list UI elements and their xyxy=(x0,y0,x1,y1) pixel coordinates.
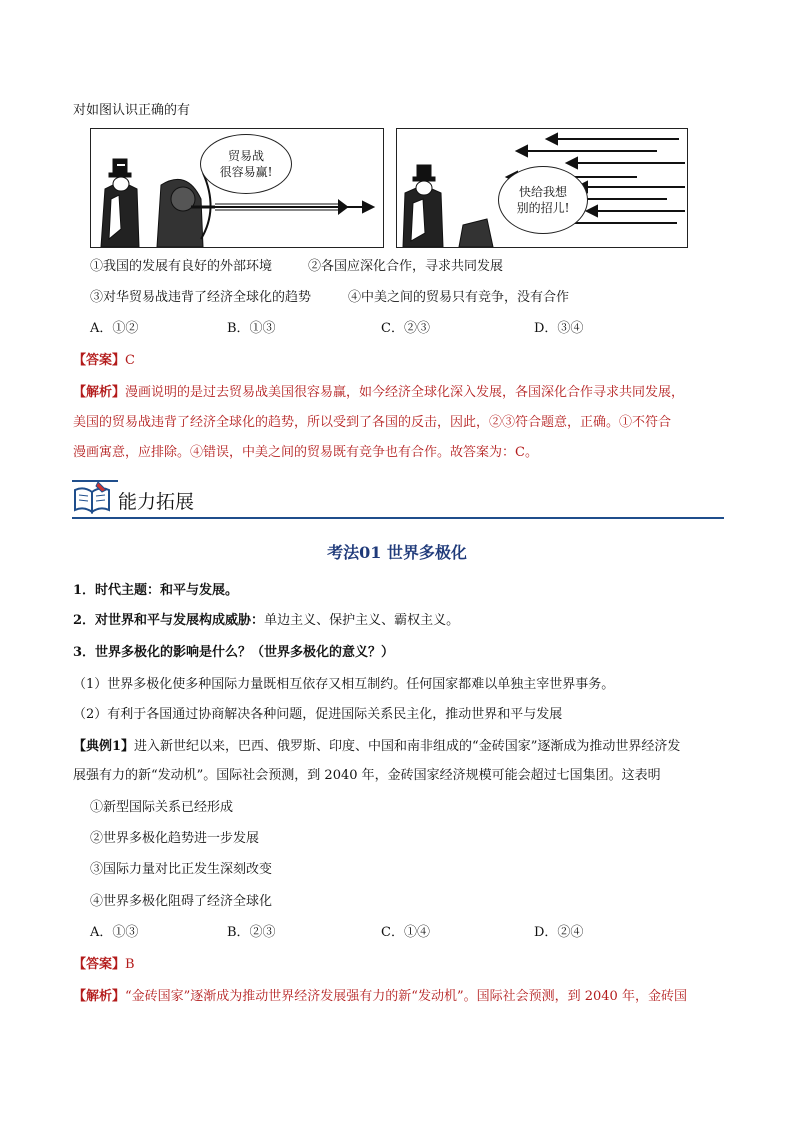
q1-statement-2: ②各国应深化合作，寻求共同发展 xyxy=(308,259,504,274)
q2-analysis-label: 【解析】 xyxy=(73,989,126,1004)
q1-analysis-label: 【解析】 xyxy=(73,385,126,400)
q1-answer xyxy=(73,352,135,370)
q1-option-d[interactable]: D．③④ xyxy=(534,321,584,336)
example-text1: 进入新世纪以来，巴西、俄罗斯、印度、中国和南非组成的“金砖国家”逐渐成为推动世界经济发 xyxy=(134,739,681,754)
example-line1 xyxy=(73,738,680,756)
point-2-bold: 对世界和平与发展构成威胁： xyxy=(95,613,265,628)
bubble-left-line2: 很容易赢! xyxy=(219,165,273,179)
q1-analysis-line2: 美国的贸易战违背了经济全球化的趋势，所以受到了各国的反击，因此，②③符合题意，正确。①不符合 xyxy=(73,415,672,430)
speech-bubble-left xyxy=(200,134,292,194)
speech-bubble-right xyxy=(498,166,588,234)
q2-option-b[interactable]: B．②③ xyxy=(227,925,276,940)
example-line2: 展强有力的新“发动机”。国际社会预测，到 2040 年，金砖国家经济规模可能会超过七国集团。这表明 xyxy=(73,768,661,783)
q1-statement-4: ④中美之间的贸易只有竞争，没有合作 xyxy=(348,290,570,305)
point-1 xyxy=(73,582,238,600)
q1-statement-1: ①我国的发展有良好的外部环境 xyxy=(90,259,273,274)
subpoint-2: （2）有利于各国通过协商解决各种问题，促进国际关系民主化，推动世界和平与发展 xyxy=(73,707,563,722)
bubble-right-line1: 快给我想 xyxy=(518,185,567,199)
q1-answer-value: C xyxy=(125,353,135,368)
q2-option-c[interactable]: C．①④ xyxy=(381,925,430,940)
example-label: 【典例1】 xyxy=(73,739,135,754)
point-2-text: 单边主义、保护主义、霸权主义。 xyxy=(264,613,460,628)
q2-statement-1: ①新型国际关系已经形成 xyxy=(90,800,234,815)
point-1-num: 1． xyxy=(73,583,96,598)
subpoint-1: （1）世界多极化使多种国际力量既相互依存又相互制约。任何国家都难以单独主宰世界事务。 xyxy=(73,677,615,692)
section-divider-top xyxy=(72,480,118,482)
point-3-text: 世界多极化的影响是什么？（世界多极化的意义？） xyxy=(95,645,395,660)
point-1-text: 时代主题：和平与发展。 xyxy=(95,583,239,598)
book-icon xyxy=(72,480,112,516)
q1-analysis-line1 xyxy=(73,384,684,402)
point-2-num: 2． xyxy=(73,613,96,628)
bubble-right-line2: 别的招儿! xyxy=(516,201,570,215)
q1-option-c[interactable]: C．②③ xyxy=(381,321,430,336)
q2-analysis-text: “金砖国家”逐渐成为推动世界经济发展强有力的新“发动机”。国际社会预测，到 2040 年，金砖国 xyxy=(125,989,687,1004)
topic-title: 考法01 世界多极化 xyxy=(327,543,467,562)
point-3-num: 3． xyxy=(73,645,96,660)
q2-analysis-line1 xyxy=(73,988,687,1006)
q1-answer-label: 【答案】 xyxy=(73,353,126,368)
question-stem: 对如图认识正确的有 xyxy=(73,103,191,118)
q1-statement-3: ③对华贸易战违背了经济全球化的趋势 xyxy=(90,290,312,305)
q2-statement-3: ③国际力量对比正发生深刻改变 xyxy=(90,862,273,877)
point-3 xyxy=(73,644,394,662)
q1-option-b[interactable]: B．①③ xyxy=(227,321,276,336)
q2-option-d[interactable]: D．②④ xyxy=(534,925,584,940)
q2-statement-4: ④世界多极化阻碍了经济全球化 xyxy=(90,894,273,909)
q1-analysis-line3: 漫画寓意，应排除。④错误，中美之间的贸易既有竞争也有合作。故答案为：C。 xyxy=(73,445,538,460)
section-divider xyxy=(72,517,724,519)
q2-answer-value: B xyxy=(125,957,135,972)
q2-answer-label: 【答案】 xyxy=(73,957,126,972)
q1-option-a[interactable]: A．①② xyxy=(90,321,139,336)
bubble-left-line1: 贸易战 xyxy=(227,149,264,163)
q2-option-a[interactable]: A．①③ xyxy=(90,925,139,940)
q2-statement-2: ②世界多极化趋势进一步发展 xyxy=(90,831,260,846)
section-title: 能力拓展 xyxy=(118,491,195,513)
q1-analysis-text1: 漫画说明的是过去贸易战美国很容易赢，如今经济全球化深入发展，各国深化合作寻求共同发展， xyxy=(125,385,685,400)
q2-answer xyxy=(73,956,135,974)
point-2 xyxy=(73,612,459,630)
